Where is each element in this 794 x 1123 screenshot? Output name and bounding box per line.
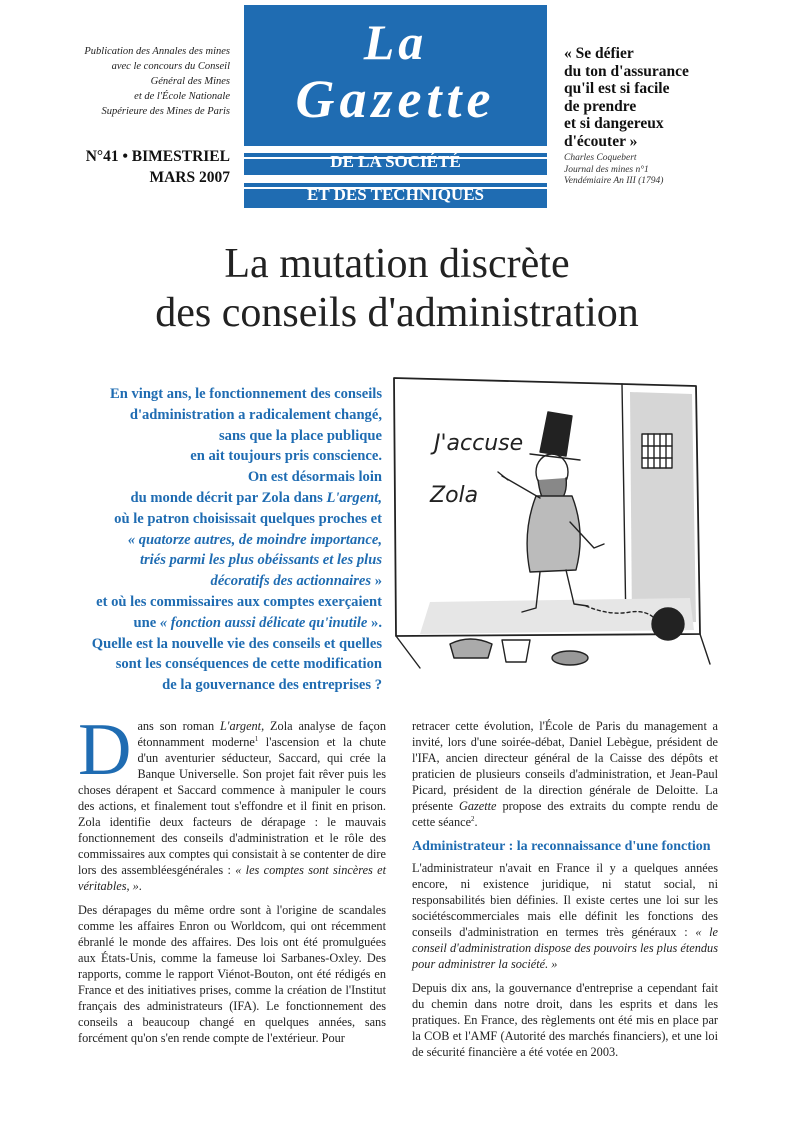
intro-quote: « fonction aussi délicate qu'inutile bbox=[159, 614, 368, 631]
quote-source-line: Charles Coquebert bbox=[564, 153, 637, 163]
body-column-left bbox=[78, 709, 387, 1054]
epigraph-quote bbox=[564, 45, 764, 150]
section-heading: Administrateur : la reconnaissance d'une fonction bbox=[412, 839, 711, 854]
intro-text: une bbox=[133, 614, 160, 631]
body-text: l'ascension et la chute d'un aventurier séducteur, Saccard, qui crée la Banque Universelle. Son projet fait rêver puis les choses dérapent et Saccard commence à manipuler le cours des actions, et finalement tout s'effondre et il finit en prison. Zola identifie deux facteurs de dérapage : le mauvais fonctionnement des conseils d'administration et le rôle des commissaires aux comptes qui consistait à se contenter de dire lors des assembléesgénérales : bbox=[78, 735, 386, 877]
publication-note-line: Publication des Annales des mines bbox=[84, 46, 230, 57]
body-text: , Zola analyse de façon étonnamment moderne bbox=[137, 719, 386, 749]
intro-line bbox=[60, 488, 382, 509]
intro-text: » bbox=[371, 573, 382, 590]
intro-line: d'administration a radicalement changé, bbox=[129, 406, 382, 423]
intro-quote: « quatorze autres, de moindre importance, bbox=[127, 531, 382, 548]
publication-note-line: et de l'École Nationale bbox=[134, 91, 230, 102]
headline-line: La mutation discrète bbox=[224, 241, 570, 287]
intro-line: sans que la place publique bbox=[218, 427, 382, 444]
body-text: L'administrateur n'avait en France il y a quelques années encore, ni existence juridique, ni statut social, ni responsabilités bien définies. Il existe certes une loi sur les sociétéscommerciales mais elle définit les fonctions des conseils d'administration en termes très généraux : bbox=[412, 861, 718, 939]
quote-line: et si dangereux bbox=[564, 115, 664, 132]
body-text: . bbox=[474, 815, 478, 829]
body-text: retracer cette évolution, l'École de Paris du management a invité, lors d'une soirée-débat, Daniel Lebègue, président de l'IFA, ancien directeur général de la Caisse des dépôts et praticien de plusieurs conseils d'administration, et Jean-Paul Picard, président de la direction générale de Deloitte. La présente bbox=[412, 719, 718, 813]
intro-quote: triés parmi les plus obéissants et les plus bbox=[139, 552, 382, 569]
intro-line bbox=[60, 571, 382, 592]
headline-line: des conseils d'administration bbox=[155, 290, 639, 336]
body-paragraph bbox=[412, 718, 718, 830]
body-paragraph: Des dérapages du même ordre sont à l'origine de scandales comme les affaires Enron ou Worldcom, qui ont récemment ébranlé le monde des affaires. Des lois ont été promulguées aux États-Unis, comme la fameuse loi Sarbanes-Oxley. Des rapports, comme le rapport Viénot-Bouton, ont été rédigés en France et des initiatives prises, comme la création de l'Institut français des administrateurs (IFA). Le fonctionnement des conseils a beaucoup changé en quelques années, sans forcément qu'on s'en rende compte de l'extérieur. Pour bbox=[78, 903, 386, 1045]
intro-line: On est désormais loin bbox=[247, 469, 382, 486]
quote-line: de prendre bbox=[564, 97, 637, 115]
quote-line: qu'il est si facile bbox=[564, 80, 670, 97]
body-text: propose des extraits du compte rendu de cette séance bbox=[412, 799, 718, 829]
issue-info bbox=[40, 146, 230, 188]
intro-line: Quelle est la nouvelle vie des conseils et quelles bbox=[91, 635, 382, 652]
body-text: ans son roman bbox=[137, 719, 220, 733]
publication-note-line: Général des Mines bbox=[150, 76, 230, 87]
quote-source-line: Journal des mines n°1 bbox=[564, 164, 649, 175]
body-paragraph: Depuis dix ans, la gouvernance d'entreprise a cependant fait du chemin dans notre droit, dans les esprits et dans les pratiques. En France, des règlements ont été mis en place par la COB et l'AMF (Autorité des marchés financiers), et une loi de sécurité financière a été votée en 2003. bbox=[412, 981, 718, 1059]
inline-quote: « les comptes sont sincères et véritables, » bbox=[78, 863, 387, 893]
intro-line: de la gouvernance des entreprises ? bbox=[162, 677, 382, 694]
intro-quote: décoratifs des actionnaires bbox=[210, 573, 372, 590]
intro-text: ». bbox=[367, 614, 382, 631]
intro-line: sont les conséquences de cette modification bbox=[115, 656, 382, 673]
intro-line bbox=[60, 550, 382, 571]
intro-text: du monde décrit par Zola dans bbox=[130, 489, 327, 506]
logo-gazette: Gazette bbox=[295, 69, 496, 129]
book-title: L'argent bbox=[219, 719, 262, 733]
logo-band-societe: DE LA SOCIÉTÉ bbox=[244, 149, 547, 175]
body-paragraph bbox=[78, 709, 387, 894]
headline bbox=[40, 240, 754, 338]
footnote-ref: 2 bbox=[471, 814, 475, 823]
publication-note bbox=[40, 44, 230, 119]
quote-source bbox=[564, 153, 764, 188]
logo-band-techniques: ET DES TECHNIQUES bbox=[244, 179, 547, 208]
logo-la: La bbox=[363, 14, 428, 70]
intro-line: et où les commissaires aux comptes exerçaient bbox=[96, 593, 382, 610]
wall-text-zola: Zola bbox=[430, 483, 479, 508]
drop-cap: D bbox=[78, 709, 132, 791]
intro-line: en ait toujours pris conscience. bbox=[190, 448, 382, 465]
body-paragraph bbox=[412, 860, 718, 972]
issue-number: N°41 • BIMESTRIEL bbox=[85, 148, 230, 165]
quote-source-line: Vendémiaire An III (1794) bbox=[564, 176, 664, 186]
intro-line bbox=[60, 613, 382, 634]
issue-date: MARS 2007 bbox=[149, 169, 230, 186]
publication-note-line: Supérieure des Mines de Paris bbox=[101, 106, 230, 117]
intro-line: En vingt ans, le fonctionnement des conseils bbox=[109, 386, 382, 402]
quote-line: d'écouter » bbox=[564, 132, 638, 150]
zola-cartoon-illustration bbox=[390, 372, 716, 672]
quote-line: « Se défier bbox=[564, 45, 634, 62]
publication-title: Gazette bbox=[458, 799, 497, 813]
body-column-right bbox=[412, 718, 718, 1068]
intro-lede bbox=[60, 384, 382, 696]
publication-note-line: avec le concours du Conseil bbox=[111, 61, 230, 72]
inline-quote: « le conseil d'administration dispose des pouvoirs les plus étendus pour administrer la société. » bbox=[412, 925, 719, 971]
intro-line: où le patron choisissait quelques proches et bbox=[114, 510, 382, 527]
intro-line bbox=[60, 530, 382, 551]
intro-book-title: L'argent, bbox=[326, 489, 382, 506]
wall-text-accuse: J'accuse bbox=[434, 431, 524, 456]
footnote-ref: 1 bbox=[254, 734, 259, 743]
quote-line: du ton d'assurance bbox=[564, 62, 689, 80]
body-text: . bbox=[138, 879, 142, 893]
